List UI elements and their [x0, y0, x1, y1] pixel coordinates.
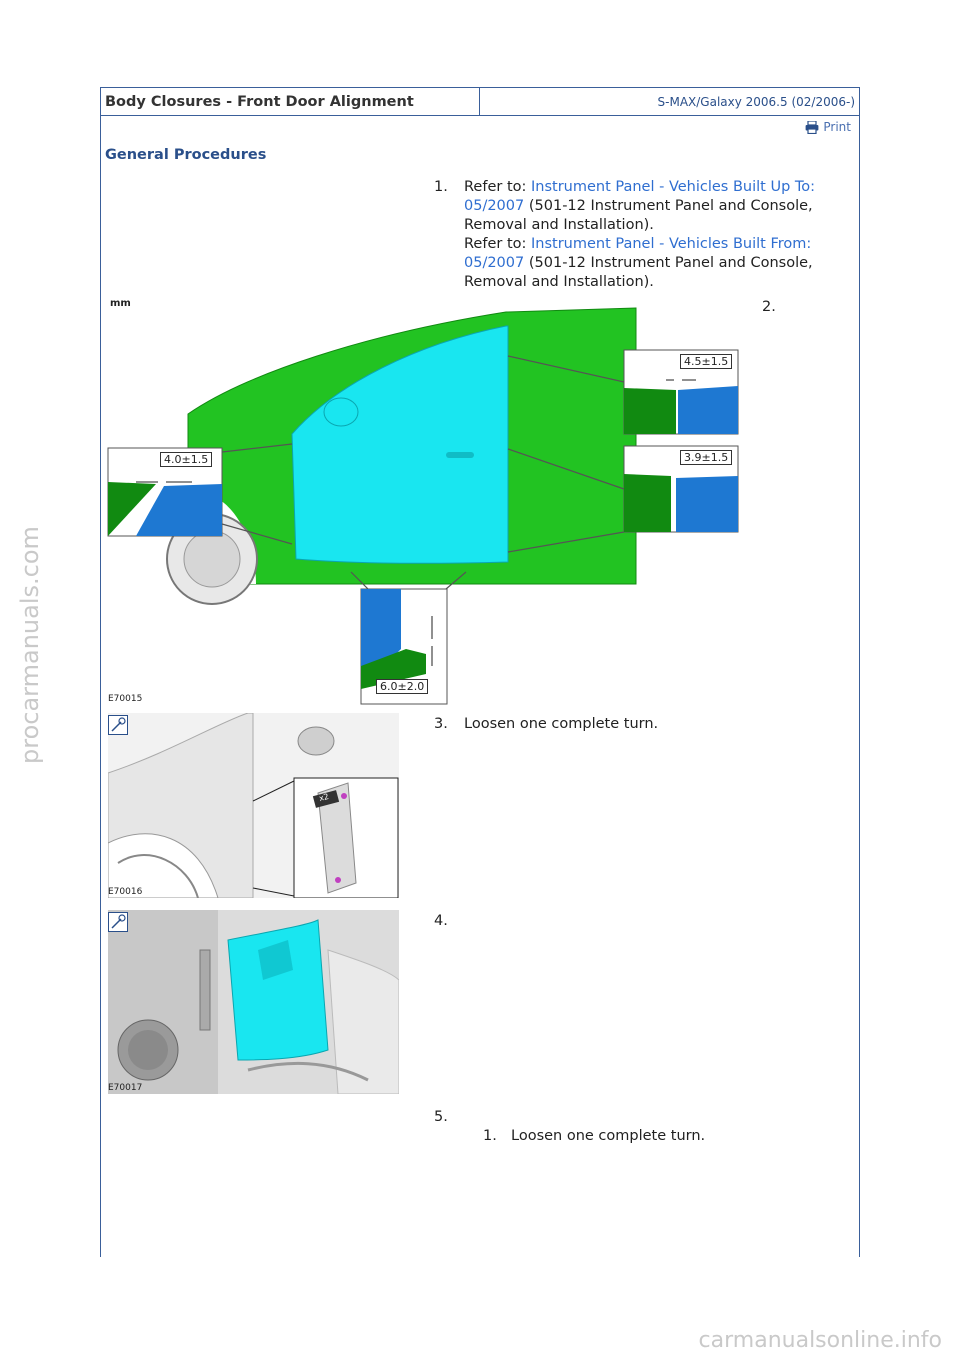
substep-text: Loosen one complete turn.	[511, 1128, 706, 1144]
trim-panel-figure	[108, 910, 399, 1094]
step-2	[762, 298, 776, 317]
hinge-figure	[108, 713, 399, 898]
print-link[interactable]	[805, 120, 851, 134]
trim-panel-illustration	[108, 910, 399, 1094]
zoom-icon[interactable]	[108, 912, 128, 932]
door-gap-illustration	[106, 294, 746, 708]
unit-label: mm	[110, 298, 131, 309]
step-4	[434, 912, 448, 931]
substep-number: 1.	[483, 1128, 497, 1144]
refer-label: Refer to:	[464, 236, 531, 252]
figure-code: E70016	[108, 887, 143, 897]
step-text: Loosen one complete turn.	[464, 716, 659, 732]
door-gap-figure	[106, 294, 746, 708]
figure-code: E70017	[108, 1083, 143, 1093]
print-label: Print	[823, 120, 851, 134]
zoom-icon[interactable]	[108, 715, 128, 735]
model-label: S-MAX/Galaxy 2006.5 (02/2006-)	[657, 95, 855, 109]
step-number: 2.	[762, 299, 776, 315]
watermark-left: procarmanuals.com	[16, 526, 44, 764]
section-title: General Procedures	[105, 147, 267, 163]
dimension-mid-right: 3.9±1.5	[680, 450, 732, 465]
figure-code: E70015	[108, 694, 143, 704]
callout-label: x2	[318, 791, 330, 804]
step-text	[464, 178, 854, 292]
page-title: Body Closures - Front Door Alignment	[105, 94, 414, 110]
document-header	[101, 88, 859, 116]
step-number: 4.	[434, 913, 448, 929]
step-number: 1.	[434, 179, 448, 195]
dimension-top-right: 4.5±1.5	[680, 354, 732, 369]
hinge-illustration	[108, 713, 399, 898]
dimension-left: 4.0±1.5	[160, 452, 212, 467]
step-number: 3.	[434, 716, 448, 732]
step-3	[434, 715, 659, 734]
reference-tail: (501-12 Instrument Panel and Console, Removal and Installation).	[464, 255, 813, 290]
step-5	[434, 1108, 448, 1127]
refer-label: Refer to:	[464, 179, 531, 195]
header-divider	[479, 88, 480, 115]
reference-tail: (501-12 Instrument Panel and Console, Removal and Installation).	[464, 198, 813, 233]
dimension-bottom: 6.0±2.0	[376, 679, 428, 694]
link-instrument-panel-up-to[interactable]: Instrument Panel - Vehicles Built Up To: 05/2007	[464, 179, 816, 214]
printer-icon	[805, 121, 819, 134]
link-instrument-panel-from[interactable]: Instrument Panel - Vehicles Built From: 05/2007	[464, 236, 812, 271]
step-number: 5.	[434, 1109, 448, 1125]
watermark-bottom: carmanualsonline.info	[698, 1328, 942, 1353]
substep-1	[483, 1127, 706, 1146]
